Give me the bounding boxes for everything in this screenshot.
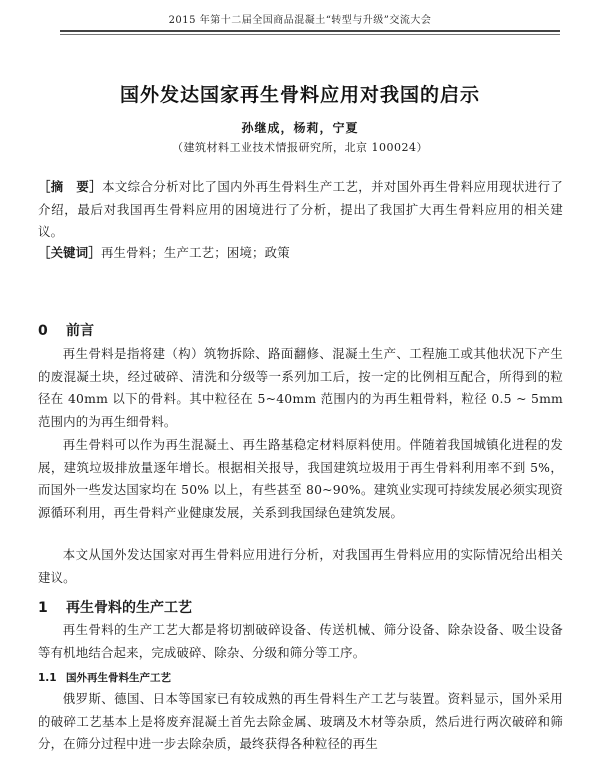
paragraph bbox=[38, 544, 563, 589]
section-title: 前言 bbox=[66, 323, 94, 339]
abstract-text: 本文综合分析对比了国内外再生骨料生产工艺，并对国外再生骨料应用现状进行了介绍，最后对我国再生骨料应用的困境进行了分析，提出了我国扩大再生骨料应用的相关建议。 bbox=[38, 179, 564, 239]
section-heading-process bbox=[38, 597, 192, 617]
paragraph bbox=[38, 343, 563, 433]
section-number: 0 bbox=[38, 323, 48, 339]
keywords bbox=[38, 242, 563, 265]
keywords-label: ［关键词］ bbox=[38, 245, 101, 260]
paragraph-text: 再生骨料可以作为再生混凝土、再生路基稳定材料原料使用。伴随着我国城镇化进程的发展，建筑垃圾排放量逐年增长。根据相关报导，我国建筑垃圾用于再生骨料利用率不到 5%，而国外一些发达国家均在 50% 以上，有些甚至 80~90%。建筑业实现可持续发展必须实现资源循环利用，再生骨料产业健康发展，关系到我国绿色建筑发展。 bbox=[38, 437, 563, 520]
subsection-title: 国外再生骨料生产工艺 bbox=[66, 672, 171, 684]
header-rule-thin bbox=[60, 34, 560, 35]
paragraph bbox=[38, 434, 563, 524]
section-number: 1 bbox=[38, 600, 48, 616]
paragraph-text: 再生骨料的生产工艺大都是将切割破碎设备、传送机械、筛分设备、除杂设备、吸尘设备等有机地结合起来，完成破碎、除杂、分级和筛分等工序。 bbox=[38, 622, 563, 660]
subsection-heading bbox=[38, 670, 171, 685]
paragraph bbox=[38, 688, 563, 756]
section-heading-intro bbox=[38, 320, 94, 340]
header-rule bbox=[60, 30, 560, 32]
section-title: 再生骨料的生产工艺 bbox=[66, 600, 192, 616]
paper-title: 国外发达国家再生骨料应用对我国的启示 bbox=[119, 84, 480, 106]
affiliation: （建筑材料工业技术情报研究所，北京 100024） bbox=[172, 141, 428, 154]
paragraph-text: 本文从国外发达国家对再生骨料应用进行分析，对我国再生骨料应用的实际情况给出相关建议。 bbox=[38, 547, 563, 585]
abstract bbox=[38, 176, 563, 244]
abstract-label: ［摘 要］ bbox=[38, 179, 103, 194]
keywords-text: 再生骨料；生产工艺；困境；政策 bbox=[100, 245, 290, 260]
subsection-number: 1.1 bbox=[38, 672, 57, 684]
paragraph bbox=[38, 619, 563, 664]
paragraph-text: 再生骨料是指将建（构）筑物拆除、路面翻修、混凝土生产、工程施工或其他状况下产生的废混凝土块，经过破碎、清洗和分级等一系列加工后，按一定的比例相互配合，所得到的粒径在 40mm 以下的骨料。其中粒径在 5~40mm 范围内的为再生粗骨料，粒径 0.5 ~ 5mm 范围内的为再生细骨料。 bbox=[38, 346, 563, 429]
author-list: 孙继成，杨莉，宁夏 bbox=[241, 121, 359, 135]
running-head: 2015 年第十二届全国商品混凝土“转型与升级”交流大会 bbox=[168, 15, 432, 26]
paragraph-text: 俄罗斯、德国、日本等国家已有较成熟的再生骨料生产工艺与装置。资料显示，国外采用的破碎工艺基本上是将废弃混凝土首先去除金属、玻璃及木材等杂质，然后进行两次破碎和筛分，在筛分过程中进一步去除杂质，最终获得各种粒径的再生 bbox=[38, 691, 563, 751]
